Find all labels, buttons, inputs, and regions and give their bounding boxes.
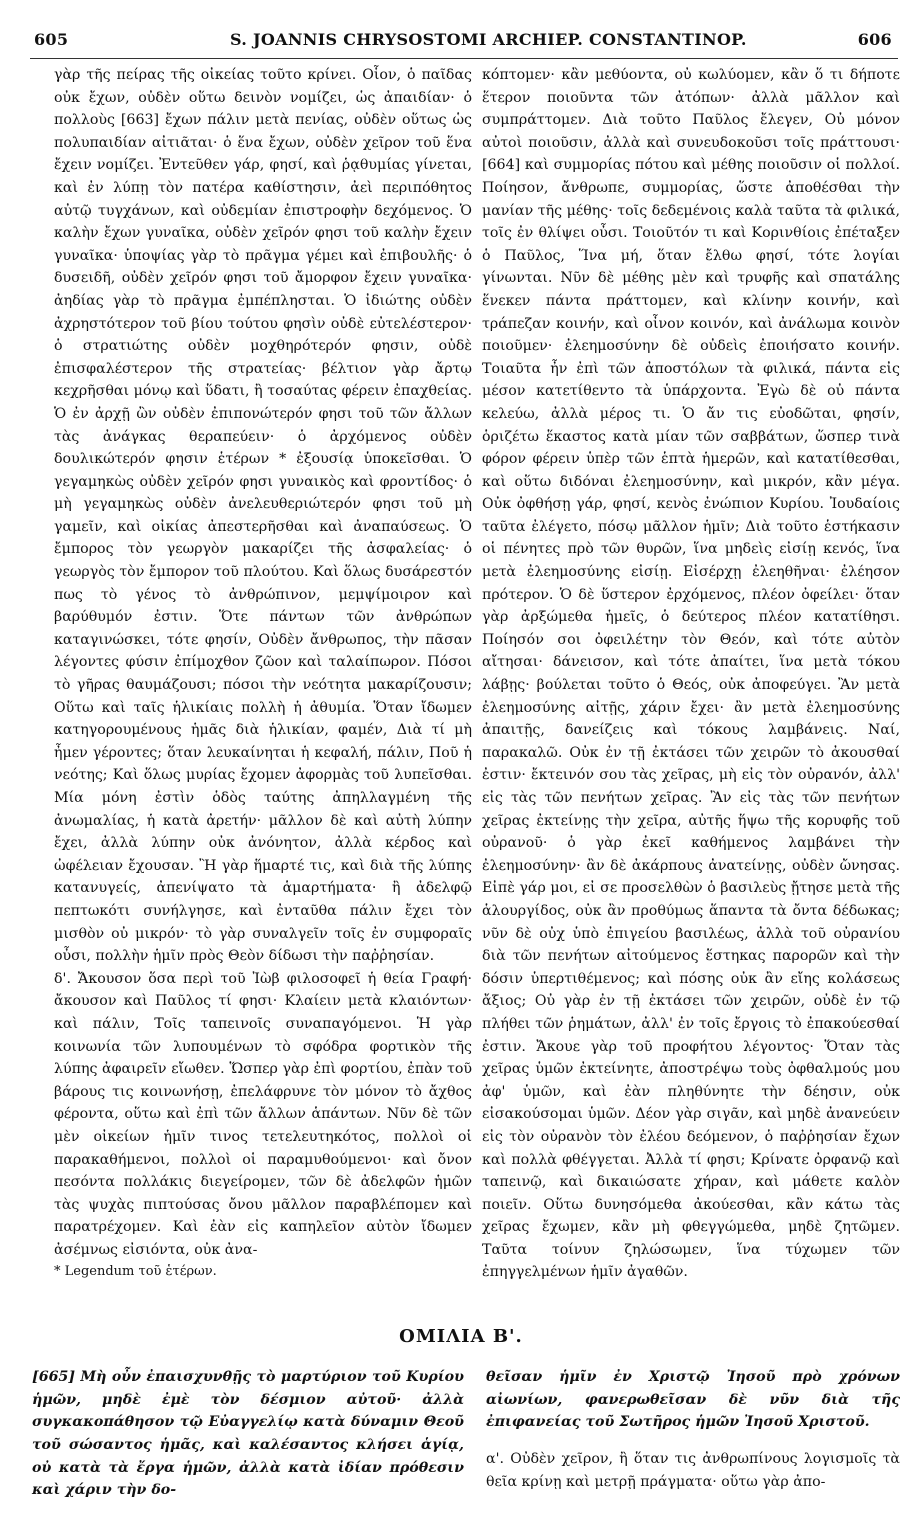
running-header xyxy=(30,30,898,56)
page-number-left: 605 xyxy=(34,30,69,49)
homily-opening-paragraph: α'. Οὐδὲν χεῖρον, ἢ ὅταν τις ἀνθρωπίνους λογισμοῖς τὰ θεῖα κρίνῃ καὶ μετρῇ πράγματα· οὕτω γὰρ ἀπο- xyxy=(486,1451,900,1490)
page-number-right: 606 xyxy=(857,30,892,49)
left-paragraph-1: γὰρ τῆς πείρας τῆς οἰκείας τοῦτο κρίνει. Οἷον, ὁ παῖδας οὐκ ἔχων, οὐδὲν οὕτω δεινὸν νομίζει, ὡς ἀπαιδίαν· ὁ πολλοὺς [663] ἔχων πάλιν μετὰ πενίας, οὐδὲν οὕτως ὡς πολυπαιδίαν αἰτιᾶται· ὁ ἕνα ἔχων, οὐδὲν χεῖρον τοῦ ἕνα ἔχειν νομίζει. Ἐντεῦθεν γάρ, φησί, καὶ ῥᾳθυμίας γίνεται, καὶ ἐν λύπῃ τὸν πατέρα καθίστησιν, ἀεὶ περιπόθητος αὐτῷ τυγχάνων, καὶ οὐδεμίαν ἐπιστροφὴν δεχόμενος. Ὁ καλὴν ἔχων γυναῖκα, οὐδὲν χεῖρόν φησι τοῦ καλὴν ἔχειν γυναῖκα· ὑποψίας γὰρ τὸ πρᾶγμα γέμει καὶ ἐπιβουλῆς· ὁ δυσειδῆ, οὐδὲν χεῖρόν φησι τοῦ ἄμορφον ἔχειν γυναῖκα· ἀηδίας γὰρ τὸ πρᾶγμα ἐμπέπλησται. Ὁ ἰδιώτης οὐδὲν ἀχρηστότερον τοῦ βίου τούτου φησὶν οὐδὲ εὐτελέστερον· ὁ στρατιώτης οὐδὲν μοχθηρότερόν φησιν, οὐδὲ ἐπισφαλέστερον τῆς στρατείας· βέλτιον γὰρ ἄρτῳ κεχρῆσθαι μόνῳ καὶ ὕδατι, ἢ τοσαύτας φέρειν ἐπαχθείας. Ὁ ἐν ἀρχῇ ὢν οὐδὲν ἐπιπονώτερόν φησι τοῦ τῶν ἄλλων τὰς ἀνάγκας θεραπεύειν· ὁ ἀρχόμενος οὐδὲν δουλικώτερόν φησιν ἑτέρων * ἐξουσίᾳ ὑποκεῖσθαι. Ὁ γεγαμηκὼς οὐδὲν χεῖρόν φησι γυναικὸς καὶ φροντίδος· ὁ μὴ γεγαμηκὼς οὐδὲν ἀνελευθεριώτερόν φησι τοῦ μὴ γαμεῖν, καὶ οἰκίας ἀπεστερῆσθαι καὶ ἀναπαύσεως. Ὁ ἔμπορος τὸν γεωργὸν μακαρίζει τῆς ἀσφαλείας· ὁ γεωργὸς τὸν ἔμπορον τοῦ πλούτου. Καὶ ὅλως δυσάρεστόν πως τὸ γένος τὸ ἀνθρώπινον, μεμψίμοιρον καὶ βαρύθυμόν ἐστιν. Ὅτε πάντων τῶν ἀνθρώπων καταγινώσκει, τότε φησίν, Οὐδὲν ἄνθρωπος, τὴν πᾶσαν λέγοντες φύσιν ἐπίμοχθον ζῶον καὶ ταλαίπωρον. Πόσοι τὸ γῆρας θαυμάζουσι; πόσοι τὴν νεότητα μακαρίζουσιν; Οὕτω καὶ ταῖς ἡλικίαις πολλὴ ἡ ἀθυμία. Ὅταν ἴδωμεν κατηγορουμένους ἡμᾶς διὰ ἡλικίαν, φαμέν, Διὰ τί μὴ ἦμεν γέροντες; ὅταν λευκαίνηται ἡ κεφαλή, πάλιν, Ποῦ ἡ νεότης; Καὶ ὅλως μυρίας ἔχομεν ἀφορμὰς τοῦ λυπεῖσθαι. Μία μόνη ἐστὶν ὁδὸς ταύτης ἀπηλλαγμένη τῆς ἀνωμαλίας, ἡ κατὰ ἀρετήν· μᾶλλον δὲ καὶ αὐτὴ λύπην ἔχει, ἀλλὰ λύπην οὐκ ἀνόνητον, ἀλλὰ κέρδος καὶ ὠφέλειαν ἔχουσαν. Ἢ γὰρ ἥμαρτέ τις, καὶ διὰ τῆς λύπης κατανυγείς, ἀπενίψατο τὰ ἁμαρτήματα· ἢ ἀδελφῷ πεπτωκότι συνήλγησε, καὶ ἐνταῦθα πάλιν ἔχει τὸν μισθὸν οὐ μικρόν· τὸ γὰρ συναλγεῖν τοῖς ἐν συμφοραῖς οὖσι, πολλὴν ἡμῖν πρὸς Θεὸν δίδωσι τὴν παῤῥησίαν. xyxy=(54,67,472,965)
homily-heading: ΟΜΙΛΙΑ Β'. xyxy=(399,1326,523,1347)
homily-scripture-continuation: θεῖσαν ἡμῖν ἐν Χριστῷ Ἰησοῦ πρὸ χρόνων αἰωνίων, φανερωθεῖσαν δὲ νῦν διὰ τῆς ἐπιφανείας τοῦ Σωτῆρος ἡμῶν Ἰησοῦ Χριστοῦ. xyxy=(486,1369,900,1431)
homily-right-column xyxy=(486,1352,900,1508)
left-column xyxy=(54,64,472,1284)
homily-left-column xyxy=(32,1352,464,1516)
left-paragraph-2: δ'. Ἄκουσον ὅσα περὶ τοῦ Ἰὼβ φιλοσοφεῖ ἡ θεία Γραφή· ἄκουσον καὶ Παῦλος τί φησι· Κλαίειν μετὰ κλαιόντων· καὶ πάλιν, Τοῖς ταπεινοῖς συναπαγόμενοι. Ἡ γὰρ κοινωνία τῶν λυπουμένων τὸ σφόδρα φορτικὸν τῆς λύπης ἀφαιρεῖν εἴωθεν. Ὥσπερ γὰρ ἐπὶ φορτίου, ἐπὰν τοῦ βάρους τις κοινωνήσῃ, ἐπελάφρυνε τὸν μόνον τὸ ἄχθος φέροντα, οὕτω καὶ ἐπὶ τῶν ἄλλων ἁπάντων. Νῦν δὲ τῶν μὲν οἰκείων ἡμῖν τινος τετελευτηκότος, πολλοὶ οἱ παρακαθήμενοι, πολλοὶ οἱ παραμυθούμενοι· καὶ ὄνον πεσόντα πολλάκις διεγείρομεν, τῶν δὲ ἀδελφῶν ἡμῶν τὰς ψυχὰς πιπτούσας ὄνου μᾶλλον παραβλέπομεν καὶ παρατρέχομεν. Καὶ ἐὰν εἰς καπηλεῖον αὐτὸν ἴδωμεν ἀσέμνως εἰσιόντα, οὐκ ἀνα- xyxy=(54,970,472,1258)
header-rule xyxy=(30,58,898,59)
right-column xyxy=(482,64,900,1284)
running-title: S. JOANNIS CHRYSOSTOMI ARCHIEP. CONSTANTINOP. xyxy=(230,30,747,49)
footnote: * Legendum τοῦ ἑτέρων. xyxy=(54,1264,217,1280)
homily-scripture-text: [665] Μὴ οὖν ἐπαισχυνθῇς τὸ μαρτύριον τοῦ Κυρίου ἡμῶν, μηδὲ ἐμὲ τὸν δέσμιον αὐτοῦ· ἀλλὰ συγκακοπάθησον τῷ Εὐαγγελίῳ κατὰ δύναμιν Θεοῦ τοῦ σώσαντος ἡμᾶς, καὶ καλέσαντος κλήσει ἁγίᾳ, οὐ κατὰ τὰ ἔργα ἡμῶν, ἀλλὰ κατὰ ἰδίαν πρόθεσιν καὶ χάριν τὴν δο- xyxy=(32,1369,464,1499)
right-paragraph-1: κόπτομεν· κἂν μεθύοντα, οὐ κωλύομεν, κἂν ὅ τι δήποτε ἕτερον ποιοῦντα τῶν ἀτόπων· ἀλλὰ μᾶλλον καὶ συμπράττομεν. Διὰ τοῦτο Παῦλος ἔλεγεν, Οὐ μόνον αὐτοὶ ποιοῦσιν, ἀλλὰ καὶ συνευδοκοῦσι τοῖς πράττουσι· [664] καὶ συμμορίας πότου καὶ μέθης ποιοῦσιν οἱ πολλοί. Ποίησον, ἄνθρωπε, συμμορίας, ὥστε ἀποθέσθαι τὴν μανίαν τῆς μέθης· τοῖς δεδεμένοις καλὰ ταῦτα τὰ φιλικά, τοῖς ἐν θλίψει οὖσι. Τοιοῦτόν τι καὶ Κορινθίοις ἐπέταξεν ὁ Παῦλος, Ἵνα μή, ὅταν ἔλθω φησί, τότε λογίαι γίνωνται. Νῦν δὲ μέθης μὲν καὶ τρυφῆς καὶ σπατάλης ἕνεκεν πάντα πράττομεν, καὶ κλίνην κοινήν, καὶ τράπεζαν κοινήν, καὶ οἶνον κοινόν, καὶ ἀνάλωμα κοινὸν ποιοῦμεν· ἐλεημοσύνην δὲ οὐδεὶς ἐποιήσατο κοινήν. Τοιαῦτα ἦν ἐπὶ τῶν ἀποστόλων τὰ φιλικά, πάντα εἰς μέσον κατετίθεντο τὰ ὑπάρχοντα. Ἐγὼ δὲ οὐ πάντα κελεύω, ἀλλὰ μέρος τι. Ὁ ἄν τις εὐοδῶται, φησίν, ὁριζέτω ἕκαστος κατὰ μίαν τῶν σαββάτων, ὥσπερ τινὰ φόρον φέρειν ὑπὲρ τῶν ἑπτὰ ἡμερῶν, καὶ κατατίθεσθαι, καὶ οὕτω διδόναι ἐλεημοσύνην, καὶ μικρόν, κἂν μέγα. Οὐκ ὀφθήσῃ γάρ, φησί, κενὸς ἐνώπιον Κυρίου. Ἰουδαίοις ταῦτα ἐλέγετο, πόσῳ μᾶλλον ἡμῖν; Διὰ τοῦτο ἑστήκασιν οἱ πένητες πρὸ τῶν θυρῶν, ἵνα μηδεὶς εἰσίῃ κενός, ἵνα μετὰ ἐλεημοσύνης εἰσίῃ. Εἰσέρχῃ ἐλεηθῆναι· ἐλέησον πρότερον. Ὁ δὲ ὕστερον ἐρχόμενος, πλέον ὀφείλει· ὅταν γὰρ ἀρξώμεθα ἡμεῖς, ὁ δεύτερος πλέον κατατίθησι. Ποίησόν σοι ὀφειλέτην τὸν Θεόν, καὶ τότε αὐτὸν αἴτησαι· δάνεισον, καὶ τότε ἀπαίτει, ἵνα μετὰ τόκου λάβῃς· βούλεται τοῦτο ὁ Θεός, οὐκ ἀποφεύγει. Ἂν μετὰ ἐλεημοσύνης αἰτῇς, χάριν ἔχει· ἂν μετὰ ἐλεημοσύνης ἀπαιτῇς, δανείζεις καὶ τόκους λαμβάνεις. Ναί, παρακαλῶ. Οὐκ ἐν τῇ ἐκτάσει τῶν χειρῶν τὸ ἀκουσθαί ἐστιν· ἔκτεινόν σου τὰς χεῖρας, μὴ εἰς τὸν οὐρανόν, ἀλλ' εἰς τὰς τῶν πενήτων χεῖρας. Ἂν εἰς τὰς τῶν πενήτων χεῖρας ἐκτείνῃς τὴν χεῖρα, αὐτῆς ἥψω τῆς κορυφῆς τοῦ οὐρανοῦ· ὁ γὰρ ἐκεῖ καθήμενος λαμβάνει τὴν ἐλεημοσύνην· ἂν δὲ ἀκάρπους ἀνατείνῃς, οὐδὲν ὤνησας. Εἰπὲ γάρ μοι, εἰ σε προσελθὼν ὁ βασιλεὺς ᾔτησε μετὰ τῆς ἁλουργίδος, οὐκ ἂν προθύμως ἅπαντα τὰ ὄντα δέδωκας; νῦν δὲ οὐχ ὑπὸ ἐπιγείου βασιλέως, ἀλλὰ τοῦ οὐρανίου διὰ τῶν πενήτων αἰτούμενος ἕστηκας παρορῶν καὶ τὴν δόσιν ὑπερτιθέμενος; καὶ πόσης οὐκ ἂν εἴης κολάσεως ἄξιος; Οὐ γὰρ ἐν τῇ ἐκτάσει τῶν χειρῶν, οὐδὲ ἐν τῷ πλήθει τῶν ῥημάτων, ἀλλ' ἐν τοῖς ἔργοις τὸ ἐπακούεσθαί ἐστιν. Ἄκουε γὰρ τοῦ προφήτου λέγοντος· Ὅταν τὰς χεῖρας ὑμῶν ἐκτείνητε, ἀποστρέψω τοὺς ὀφθαλμούς μου ἀφ' ὑμῶν, καὶ ἐὰν πληθύνητε τὴν δέησιν, οὐκ εἰσακούσομαι ὑμῶν. Δέον γὰρ σιγᾶν, καὶ μηδὲ ἀνανεύειν εἰς τὸν οὐρανὸν τὸν ἐλέου δεόμενον, ὁ παῤῥησίαν ἔχων καὶ πολλὰ φθέγγεται. Ἀλλὰ τί φησι; Κρίνατε ὀρφανῷ καὶ ταπεινῷ, καὶ δικαιώσατε χήραν, καὶ μάθετε καλὸν ποιεῖν. Οὕτω δυνησόμεθα ἀκούεσθαι, κἂν κάτω τὰς χεῖρας ἔχωμεν, κἂν μὴ φθεγγώμεθα, μηδὲ ζητῶμεν. Ταῦτα τοίνυν ζηλώσωμεν, ἵνα τύχωμεν τῶν ἐπηγγελμένων ἡμῖν ἀγαθῶν. xyxy=(482,67,900,1281)
